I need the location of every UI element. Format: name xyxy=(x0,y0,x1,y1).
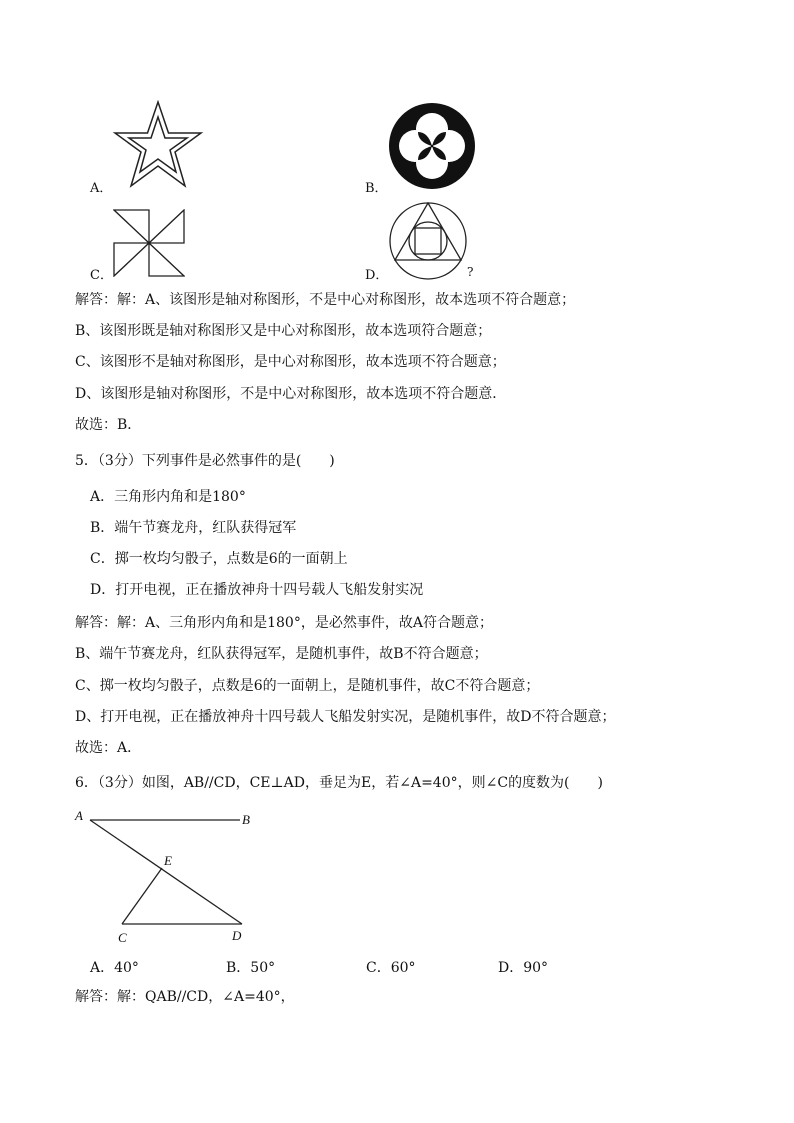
q4-solution-line-1: 解答：解：A、该图形是轴对称图形，不是中心对称图形，故本选项不符合题意； xyxy=(75,292,576,308)
q5-option-a: A．三角形内角和是180° xyxy=(90,489,246,505)
q5-option-d: D．打开电视，正在播放神舟十四号载人飞船发射实况 xyxy=(90,582,424,598)
option-label-b: B． xyxy=(365,181,388,196)
q5-solution-line-4: D、打开电视，正在播放神舟十四号载人飞船发射实况，是随机事件，故D不符合题意； xyxy=(75,709,616,725)
q6-solution-start: 解答：解：QAB//CD，∠A=40°， xyxy=(75,989,295,1005)
point-label-b: B xyxy=(242,812,250,827)
petal-left xyxy=(399,130,431,162)
figure-star xyxy=(112,100,204,196)
q6-option-b: B．50° xyxy=(226,960,276,976)
figure-circle-triangle-square xyxy=(388,202,468,284)
q5-stem: 5．（3分）下列事件是必然事件的是( ) xyxy=(75,453,335,469)
point-label-c: C xyxy=(118,930,127,945)
q6-geometry-figure xyxy=(72,806,262,950)
point-label-d: D xyxy=(232,928,242,943)
q5-solution-line-1: 解答：解：A、三角形内角和是180°，是必然事件，故A符合题意； xyxy=(75,615,493,631)
segment-ad xyxy=(90,820,242,924)
q4-answer: 故选：B． xyxy=(75,417,142,433)
q6-stem: 6．（3分）如图，AB//CD，CE⊥AD，垂足为E，若∠A=40°，则∠C的度数为( ) xyxy=(75,775,603,791)
q5-answer: 故选：A． xyxy=(75,740,142,756)
q6-option-c: C．60° xyxy=(366,960,416,976)
point-label-a: A xyxy=(75,808,83,823)
q6-option-a: A．40° xyxy=(90,960,139,976)
q5-option-b: B．端午节赛龙舟，红队获得冠军 xyxy=(90,520,297,536)
star-outer-shape xyxy=(115,102,201,186)
q4-solution-line-4: D、该图形是轴对称图形，不是中心对称图形，故本选项不符合题意． xyxy=(75,386,507,402)
figure-pinwheel xyxy=(113,209,185,281)
point-label-e: E xyxy=(164,853,172,868)
figure-d-mark: ? xyxy=(467,265,474,279)
outer-circle xyxy=(390,203,466,279)
petal-right xyxy=(433,130,465,162)
option-label-d: D． xyxy=(365,268,389,283)
q4-solution-line-3: C、该图形不是轴对称图形，是中心对称图形，故本选项不符合题意； xyxy=(75,354,506,370)
q5-solution-line-3: C、掷一枚均匀骰子，点数是6的一面朝上，是随机事件，故C不符合题意； xyxy=(75,678,540,694)
option-label-a: A． xyxy=(90,181,113,196)
inner-square xyxy=(415,228,441,254)
segment-ce xyxy=(122,868,162,924)
option-label-c: C． xyxy=(90,268,113,283)
q6-option-d: D．90° xyxy=(498,960,549,976)
q4-solution-line-2: B、该图形既是轴对称图形又是中心对称图形，故本选项符合题意； xyxy=(75,323,492,339)
q5-solution-line-2: B、端午节赛龙舟，红队获得冠军，是随机事件，故B不符合题意； xyxy=(75,646,488,662)
figure-circle-petals xyxy=(388,102,476,194)
q5-option-c: C．掷一枚均匀骰子，点数是6的一面朝上 xyxy=(90,551,348,567)
